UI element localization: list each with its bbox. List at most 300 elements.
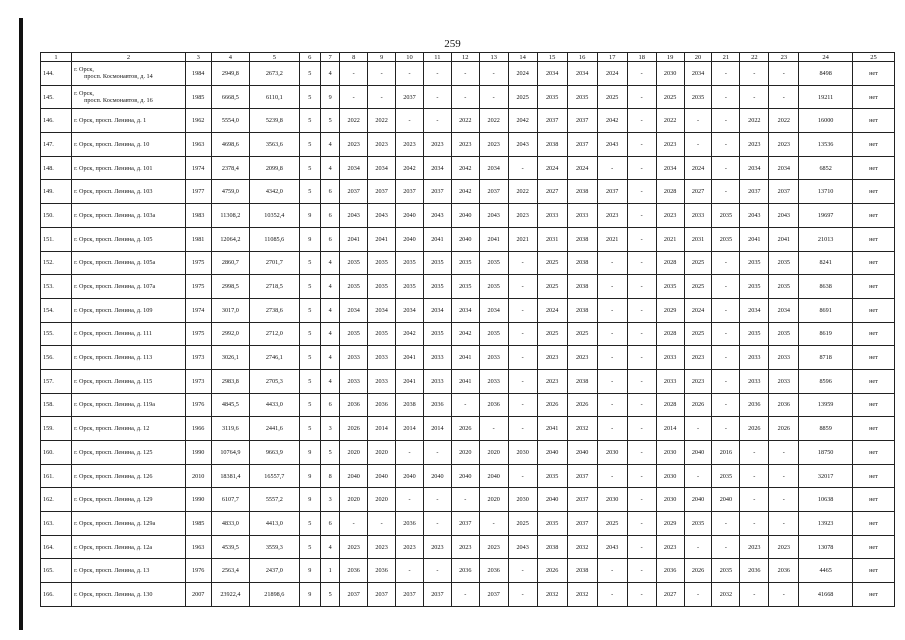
address-line-1: г. Орск, просп. Ленина, д. 113 xyxy=(74,354,153,362)
value-cell-col14: 2022 xyxy=(508,180,537,204)
value-cell-col24: 8859 xyxy=(799,417,853,441)
value-cell-col21: - xyxy=(712,133,740,157)
value-cell-col4: 12064,2 xyxy=(211,227,250,251)
value-cell-col11: - xyxy=(423,488,451,512)
table-row xyxy=(41,512,895,536)
value-cell-col5: 4433,0 xyxy=(250,393,299,417)
row-number-cell: 152. xyxy=(41,251,72,275)
value-cell-col20: - xyxy=(684,464,712,488)
value-cell-col16: 2037 xyxy=(567,488,597,512)
value-cell-col22: - xyxy=(740,464,769,488)
value-cell-col8: 2023 xyxy=(340,535,368,559)
value-cell-col12: 2041 xyxy=(451,346,479,370)
value-cell-col23: - xyxy=(769,464,799,488)
row-number-cell: 149. xyxy=(41,180,72,204)
value-cell-col21: - xyxy=(712,180,740,204)
value-cell-col10: 2035 xyxy=(396,275,424,299)
value-cell-col25: нет xyxy=(852,156,894,180)
value-cell-col22: 2035 xyxy=(740,251,769,275)
address-cell xyxy=(72,298,186,322)
value-cell-col24: 8596 xyxy=(799,369,853,393)
column-header-18: 18 xyxy=(627,53,656,62)
column-header-15: 15 xyxy=(537,53,567,62)
value-cell-col12: 2020 xyxy=(451,441,479,465)
value-cell-col12: 2035 xyxy=(451,251,479,275)
value-cell-col20: 2040 xyxy=(684,488,712,512)
value-cell-col13: 2033 xyxy=(479,346,508,370)
value-cell-col13: 2034 xyxy=(479,156,508,180)
address-cell xyxy=(72,133,186,157)
value-cell-col17: - xyxy=(597,464,627,488)
value-cell-col16: 2040 xyxy=(567,441,597,465)
address-line-1: г. Орск, просп. Ленина, д. 105а xyxy=(74,259,156,267)
value-cell-col8: 2036 xyxy=(340,559,368,583)
value-cell-col15: 2025 xyxy=(537,322,567,346)
column-header-7: 7 xyxy=(320,53,339,62)
value-cell-col19: 2033 xyxy=(656,369,684,393)
column-header-17: 17 xyxy=(597,53,627,62)
value-cell-col24: 16000 xyxy=(799,109,853,133)
row-number-cell: 165. xyxy=(41,559,72,583)
value-cell-col24: 13536 xyxy=(799,133,853,157)
value-cell-col13: 2034 xyxy=(479,298,508,322)
table-row xyxy=(41,275,895,299)
value-cell-col16: 2038 xyxy=(567,369,597,393)
value-cell-col17: 2043 xyxy=(597,133,627,157)
value-cell-col23: - xyxy=(769,62,799,86)
value-cell-col5: 2738,6 xyxy=(250,298,299,322)
value-cell-col3: 1975 xyxy=(185,275,211,299)
value-cell-col22: 2035 xyxy=(740,275,769,299)
value-cell-col8: 2043 xyxy=(340,204,368,228)
value-cell-col10: - xyxy=(396,559,424,583)
table-row xyxy=(41,227,895,251)
value-cell-col25: нет xyxy=(852,204,894,228)
value-cell-col18: - xyxy=(627,346,656,370)
value-cell-col8: - xyxy=(340,85,368,109)
value-cell-col7: 4 xyxy=(320,346,339,370)
value-cell-col16: 2025 xyxy=(567,322,597,346)
value-cell-col5: 3559,3 xyxy=(250,535,299,559)
value-cell-col25: нет xyxy=(852,180,894,204)
value-cell-col3: 1963 xyxy=(185,133,211,157)
table-row xyxy=(41,583,895,607)
value-cell-col19: 2028 xyxy=(656,393,684,417)
value-cell-col8: 2041 xyxy=(340,227,368,251)
value-cell-col15: 2032 xyxy=(537,583,567,607)
value-cell-col20: 2024 xyxy=(684,298,712,322)
value-cell-col9: 2041 xyxy=(368,227,396,251)
address-line-1: г. Орск, просп. Ленина, д. 111 xyxy=(74,330,152,338)
value-cell-col21: - xyxy=(712,156,740,180)
value-cell-col4: 3026,1 xyxy=(211,346,250,370)
value-cell-col13: 2040 xyxy=(479,464,508,488)
value-cell-col20: 2023 xyxy=(684,369,712,393)
value-cell-col21: - xyxy=(712,535,740,559)
value-cell-col7: 8 xyxy=(320,464,339,488)
address-line-1: г. Орск, просп. Ленина, д. 101 xyxy=(74,164,153,172)
value-cell-col10: 2042 xyxy=(396,322,424,346)
column-header-12: 12 xyxy=(451,53,479,62)
value-cell-col8: 2020 xyxy=(340,488,368,512)
value-cell-col12: 2041 xyxy=(451,369,479,393)
value-cell-col17: - xyxy=(597,322,627,346)
value-cell-col18: - xyxy=(627,417,656,441)
value-cell-col3: 1985 xyxy=(185,512,211,536)
address-cell xyxy=(72,488,186,512)
value-cell-col6: 5 xyxy=(299,393,320,417)
table-row xyxy=(41,180,895,204)
value-cell-col17: - xyxy=(597,298,627,322)
value-cell-col5: 5557,2 xyxy=(250,488,299,512)
value-cell-col7: 4 xyxy=(320,251,339,275)
value-cell-col17: - xyxy=(597,417,627,441)
value-cell-col17: 2021 xyxy=(597,227,627,251)
value-cell-col5: 2718,5 xyxy=(250,275,299,299)
address-cell xyxy=(72,535,186,559)
value-cell-col8: 2035 xyxy=(340,275,368,299)
value-cell-col25: нет xyxy=(852,62,894,86)
value-cell-col13: 2023 xyxy=(479,535,508,559)
value-cell-col12: 2040 xyxy=(451,204,479,228)
address-cell xyxy=(72,227,186,251)
value-cell-col7: 6 xyxy=(320,393,339,417)
row-number-cell: 160. xyxy=(41,441,72,465)
value-cell-col15: 2023 xyxy=(537,346,567,370)
address-line-2: просп. Космонавтов, д. 16 xyxy=(84,97,153,105)
value-cell-col9: - xyxy=(368,62,396,86)
value-cell-col5: 2746,1 xyxy=(250,346,299,370)
value-cell-col17: 2042 xyxy=(597,109,627,133)
value-cell-col4: 10764,9 xyxy=(211,441,250,465)
value-cell-col19: 2023 xyxy=(656,204,684,228)
value-cell-col3: 1974 xyxy=(185,156,211,180)
table-row xyxy=(41,156,895,180)
value-cell-col15: 2026 xyxy=(537,393,567,417)
value-cell-col4: 4539,5 xyxy=(211,535,250,559)
value-cell-col13: 2022 xyxy=(479,109,508,133)
column-header-9: 9 xyxy=(368,53,396,62)
value-cell-col11: 2035 xyxy=(423,251,451,275)
value-cell-col10: 2023 xyxy=(396,535,424,559)
value-cell-col25: нет xyxy=(852,109,894,133)
value-cell-col3: 1984 xyxy=(185,62,211,86)
value-cell-col17: 2030 xyxy=(597,441,627,465)
value-cell-col12: 2023 xyxy=(451,133,479,157)
value-cell-col19: 2022 xyxy=(656,109,684,133)
table-row xyxy=(41,109,895,133)
value-cell-col12: 2042 xyxy=(451,180,479,204)
housing-register-table xyxy=(40,52,895,607)
value-cell-col5: 21898,6 xyxy=(250,583,299,607)
value-cell-col14: 2025 xyxy=(508,85,537,109)
value-cell-col5: 2712,0 xyxy=(250,322,299,346)
value-cell-col22: 2035 xyxy=(740,322,769,346)
value-cell-col19: 2030 xyxy=(656,62,684,86)
value-cell-col5: 5239,8 xyxy=(250,109,299,133)
value-cell-col7: 4 xyxy=(320,298,339,322)
value-cell-col8: 2034 xyxy=(340,298,368,322)
value-cell-col25: нет xyxy=(852,251,894,275)
table-row xyxy=(41,417,895,441)
value-cell-col11: - xyxy=(423,109,451,133)
value-cell-col6: 9 xyxy=(299,583,320,607)
value-cell-col8: 2040 xyxy=(340,464,368,488)
header-row xyxy=(41,53,895,62)
value-cell-col14: - xyxy=(508,251,537,275)
value-cell-col11: 2033 xyxy=(423,346,451,370)
value-cell-col13: 2023 xyxy=(479,133,508,157)
value-cell-col21: - xyxy=(712,369,740,393)
value-cell-col15: 2025 xyxy=(537,251,567,275)
value-cell-col23: 2043 xyxy=(769,204,799,228)
value-cell-col25: нет xyxy=(852,512,894,536)
value-cell-col19: 2030 xyxy=(656,464,684,488)
value-cell-col6: 5 xyxy=(299,298,320,322)
value-cell-col20: 2024 xyxy=(684,156,712,180)
value-cell-col23: 2023 xyxy=(769,535,799,559)
value-cell-col23: 2022 xyxy=(769,109,799,133)
value-cell-col8: 2022 xyxy=(340,109,368,133)
value-cell-col15: 2034 xyxy=(537,62,567,86)
value-cell-col13: 2035 xyxy=(479,322,508,346)
column-header-25: 25 xyxy=(852,53,894,62)
value-cell-col3: 1985 xyxy=(185,85,211,109)
value-cell-col7: 6 xyxy=(320,180,339,204)
value-cell-col11: - xyxy=(423,512,451,536)
value-cell-col15: 2023 xyxy=(537,369,567,393)
value-cell-col20: 2025 xyxy=(684,251,712,275)
row-number-cell: 164. xyxy=(41,535,72,559)
value-cell-col18: - xyxy=(627,251,656,275)
value-cell-col11: - xyxy=(423,441,451,465)
value-cell-col17: - xyxy=(597,583,627,607)
value-cell-col3: 1976 xyxy=(185,393,211,417)
address-line-1: г. Орск, просп. Ленина, д. 129 xyxy=(74,496,153,504)
value-cell-col16: 2032 xyxy=(567,583,597,607)
value-cell-col24: 19697 xyxy=(799,204,853,228)
value-cell-col14: 2025 xyxy=(508,512,537,536)
row-number-cell: 146. xyxy=(41,109,72,133)
address-line-1: г. Орск, просп. Ленина, д. 107а xyxy=(74,283,156,291)
value-cell-col16: 2034 xyxy=(567,62,597,86)
address-cell xyxy=(72,62,186,86)
value-cell-col20: 2023 xyxy=(684,346,712,370)
value-cell-col10: - xyxy=(396,488,424,512)
value-cell-col22: 2033 xyxy=(740,369,769,393)
value-cell-col10: 2014 xyxy=(396,417,424,441)
value-cell-col9: 2033 xyxy=(368,346,396,370)
value-cell-col14: - xyxy=(508,464,537,488)
value-cell-col16: 2023 xyxy=(567,346,597,370)
value-cell-col18: - xyxy=(627,393,656,417)
value-cell-col4: 2949,8 xyxy=(211,62,250,86)
table-row xyxy=(41,62,895,86)
address-line-1: г. Орск, просп. Ленина, д. 115 xyxy=(74,377,153,385)
value-cell-col16: 2038 xyxy=(567,559,597,583)
value-cell-col17: 2043 xyxy=(597,535,627,559)
column-header-5: 5 xyxy=(250,53,299,62)
value-cell-col22: 2036 xyxy=(740,559,769,583)
value-cell-col4: 4759,0 xyxy=(211,180,250,204)
value-cell-col18: - xyxy=(627,156,656,180)
value-cell-col5: 4342,0 xyxy=(250,180,299,204)
column-header-20: 20 xyxy=(684,53,712,62)
value-cell-col6: 5 xyxy=(299,62,320,86)
value-cell-col18: - xyxy=(627,298,656,322)
value-cell-col24: 13959 xyxy=(799,393,853,417)
value-cell-col6: 5 xyxy=(299,109,320,133)
row-number-cell: 166. xyxy=(41,583,72,607)
row-number-cell: 162. xyxy=(41,488,72,512)
value-cell-col22: 2034 xyxy=(740,298,769,322)
value-cell-col20: 2035 xyxy=(684,85,712,109)
value-cell-col10: 2041 xyxy=(396,369,424,393)
address-line-1: г. Орск, просп. Ленина, д. 129а xyxy=(74,519,156,527)
value-cell-col17: - xyxy=(597,369,627,393)
value-cell-col22: 2022 xyxy=(740,109,769,133)
address-cell xyxy=(72,180,186,204)
value-cell-col3: 1983 xyxy=(185,204,211,228)
value-cell-col8: 2020 xyxy=(340,441,368,465)
value-cell-col15: 2031 xyxy=(537,227,567,251)
value-cell-col5: 2701,7 xyxy=(250,251,299,275)
value-cell-col6: 5 xyxy=(299,322,320,346)
value-cell-col4: 18381,4 xyxy=(211,464,250,488)
value-cell-col21: 2040 xyxy=(712,488,740,512)
value-cell-col25: нет xyxy=(852,275,894,299)
value-cell-col7: 4 xyxy=(320,133,339,157)
address-cell xyxy=(72,109,186,133)
value-cell-col25: нет xyxy=(852,464,894,488)
value-cell-col11: 2036 xyxy=(423,393,451,417)
value-cell-col3: 1981 xyxy=(185,227,211,251)
value-cell-col22: 2037 xyxy=(740,180,769,204)
value-cell-col12: 2035 xyxy=(451,275,479,299)
value-cell-col11: 2023 xyxy=(423,535,451,559)
value-cell-col6: 5 xyxy=(299,275,320,299)
value-cell-col17: - xyxy=(597,251,627,275)
value-cell-col3: 1977 xyxy=(185,180,211,204)
value-cell-col12: - xyxy=(451,393,479,417)
value-cell-col21: 2035 xyxy=(712,227,740,251)
value-cell-col15: 2040 xyxy=(537,488,567,512)
value-cell-col7: 5 xyxy=(320,583,339,607)
value-cell-col21: 2032 xyxy=(712,583,740,607)
value-cell-col3: 2010 xyxy=(185,464,211,488)
table-row xyxy=(41,346,895,370)
value-cell-col12: 2026 xyxy=(451,417,479,441)
value-cell-col24: 32017 xyxy=(799,464,853,488)
value-cell-col16: 2038 xyxy=(567,251,597,275)
value-cell-col16: 2037 xyxy=(567,512,597,536)
value-cell-col16: 2037 xyxy=(567,133,597,157)
value-cell-col9: 2034 xyxy=(368,298,396,322)
value-cell-col7: 4 xyxy=(320,369,339,393)
value-cell-col7: 4 xyxy=(320,275,339,299)
value-cell-col6: 9 xyxy=(299,204,320,228)
address-cell xyxy=(72,441,186,465)
value-cell-col18: - xyxy=(627,464,656,488)
row-number-cell: 156. xyxy=(41,346,72,370)
value-cell-col9: 2036 xyxy=(368,559,396,583)
value-cell-col4: 2983,8 xyxy=(211,369,250,393)
value-cell-col21: - xyxy=(712,275,740,299)
value-cell-col11: - xyxy=(423,85,451,109)
value-cell-col22: 2043 xyxy=(740,204,769,228)
value-cell-col3: 2007 xyxy=(185,583,211,607)
value-cell-col5: 6110,1 xyxy=(250,85,299,109)
column-header-16: 16 xyxy=(567,53,597,62)
value-cell-col14: 2021 xyxy=(508,227,537,251)
address-line-1: г. Орск, xyxy=(74,66,94,74)
value-cell-col5: 2441,6 xyxy=(250,417,299,441)
column-header-10: 10 xyxy=(396,53,424,62)
address-cell xyxy=(72,156,186,180)
value-cell-col14: 2042 xyxy=(508,109,537,133)
row-number-cell: 150. xyxy=(41,204,72,228)
value-cell-col6: 9 xyxy=(299,441,320,465)
value-cell-col23: - xyxy=(769,85,799,109)
value-cell-col10: - xyxy=(396,109,424,133)
row-number-cell: 157. xyxy=(41,369,72,393)
value-cell-col23: 2035 xyxy=(769,251,799,275)
value-cell-col22: 2034 xyxy=(740,156,769,180)
value-cell-col15: 2035 xyxy=(537,464,567,488)
value-cell-col7: 6 xyxy=(320,512,339,536)
value-cell-col4: 2860,7 xyxy=(211,251,250,275)
value-cell-col24: 13923 xyxy=(799,512,853,536)
value-cell-col18: - xyxy=(627,583,656,607)
value-cell-col4: 6107,7 xyxy=(211,488,250,512)
value-cell-col18: - xyxy=(627,180,656,204)
value-cell-col23: - xyxy=(769,512,799,536)
value-cell-col19: 2025 xyxy=(656,85,684,109)
value-cell-col20: 2027 xyxy=(684,180,712,204)
row-number-cell: 161. xyxy=(41,464,72,488)
value-cell-col25: нет xyxy=(852,417,894,441)
row-number-cell: 148. xyxy=(41,156,72,180)
value-cell-col15: 2038 xyxy=(537,535,567,559)
value-cell-col4: 11308,2 xyxy=(211,204,250,228)
value-cell-col8: 2026 xyxy=(340,417,368,441)
value-cell-col9: 2035 xyxy=(368,322,396,346)
value-cell-col13: - xyxy=(479,85,508,109)
value-cell-col9: 2014 xyxy=(368,417,396,441)
value-cell-col17: - xyxy=(597,559,627,583)
value-cell-col8: - xyxy=(340,512,368,536)
row-number-cell: 151. xyxy=(41,227,72,251)
value-cell-col19: 2029 xyxy=(656,512,684,536)
address-cell xyxy=(72,85,186,109)
value-cell-col21: - xyxy=(712,512,740,536)
value-cell-col13: 2036 xyxy=(479,393,508,417)
value-cell-col14: - xyxy=(508,156,537,180)
value-cell-col19: 2033 xyxy=(656,346,684,370)
value-cell-col24: 8241 xyxy=(799,251,853,275)
column-header-11: 11 xyxy=(423,53,451,62)
value-cell-col15: 2035 xyxy=(537,512,567,536)
value-cell-col19: 2023 xyxy=(656,133,684,157)
value-cell-col5: 9663,9 xyxy=(250,441,299,465)
value-cell-col21: - xyxy=(712,346,740,370)
value-cell-col22: 2026 xyxy=(740,417,769,441)
value-cell-col11: 2023 xyxy=(423,133,451,157)
value-cell-col8: 2035 xyxy=(340,322,368,346)
page-number: 259 xyxy=(444,38,461,50)
value-cell-col6: 5 xyxy=(299,417,320,441)
column-header-6: 6 xyxy=(299,53,320,62)
